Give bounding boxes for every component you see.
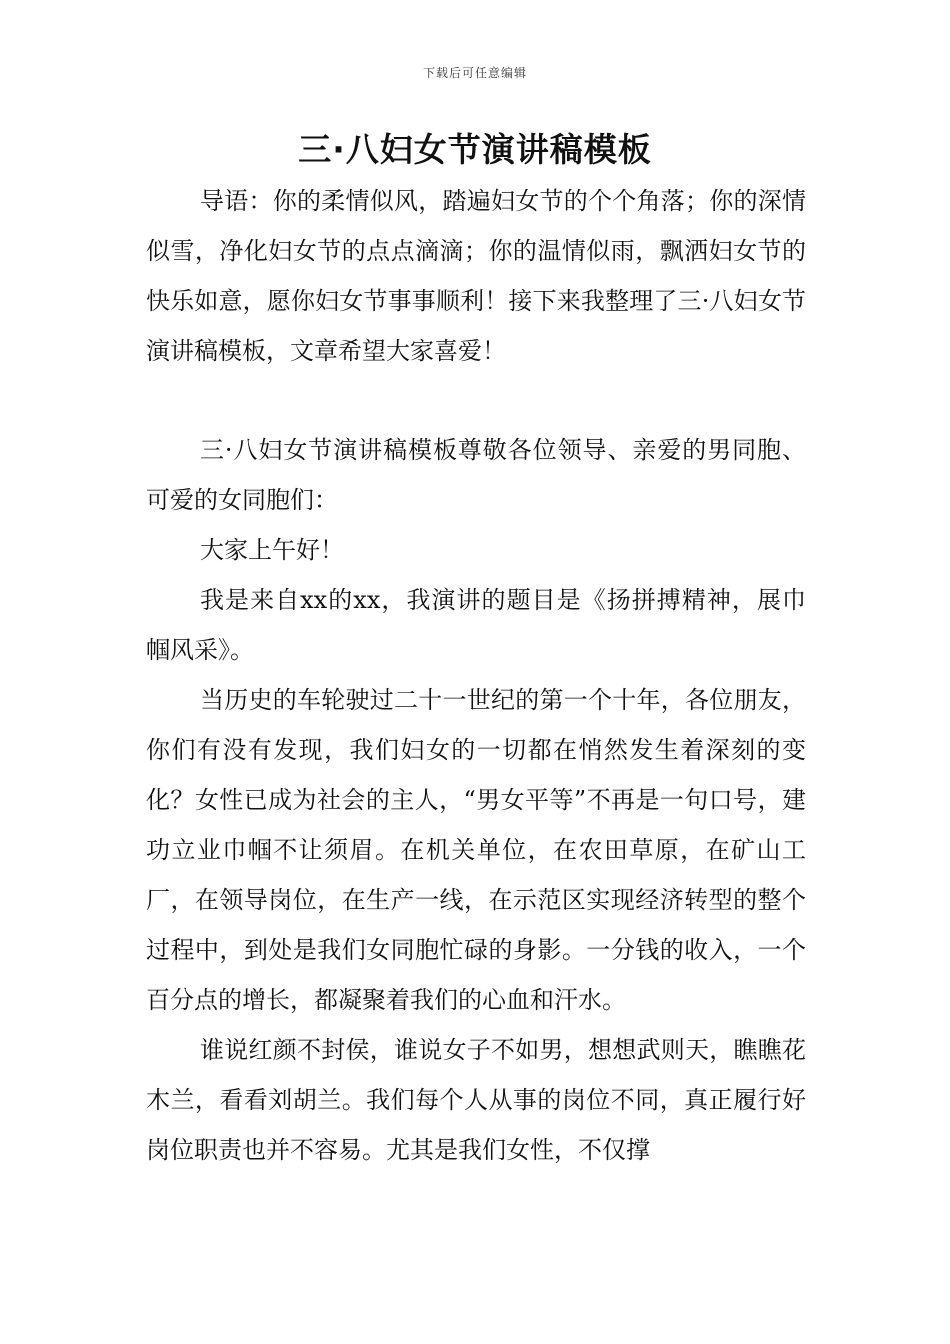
self-introduction-paragraph: 我是来自xx的xx，我演讲的题目是《扬拼搏精神，展巾帼风采》。 bbox=[146, 586, 806, 664]
intro-section bbox=[146, 176, 806, 376]
intro-paragraph: 导语：你的柔情似风，踏遍妇女节的个个角落；你的深情似雪，净化妇女节的点点滴滴；你的温情似雨，飘洒妇女节的快乐如意，愿你妇女节事事顺利！接下来我整理了三·八妇女节演讲稿模板，文章希望大家喜爱！ bbox=[146, 187, 806, 365]
salutation-paragraph: 大家上午好！ bbox=[200, 536, 344, 564]
body-paragraph: 谁说红颜不封侯，谁说女子不如男，想想武则天，瞧瞧花木兰，看看刘胡兰。我们每个人从事的岗位不同，真正履行好岗位职责也并不容易。尤其是我们女性，不仅撑 bbox=[146, 1036, 806, 1164]
speech-body bbox=[146, 425, 806, 1175]
page-header-note: 下载后可任意编辑 bbox=[422, 66, 527, 80]
document-title: 三·八妇女节演讲稿模板 bbox=[298, 130, 652, 169]
body-paragraph: 当历史的车轮驶过二十一世纪的第一个十年，各位朋友，你们有没有发现，我们妇女的一切都在悄然发生着深刻的变化？女性已成为社会的主人，“男女平等”不再是一句口号，建功立业巾帼不让须眉。在机关单位，在农田草原，在矿山工厂，在领导岗位，在生产一线，在示范区实现经济转型的整个过程中，到处是我们女同胞忙碌的身影。一分钱的收入，一个百分点的增长，都凝聚着我们的心血和汗水。 bbox=[146, 686, 806, 1014]
greeting-paragraph: 三·八妇女节演讲稿模板尊敬各位领导、亲爱的男同胞、可爱的女同胞们： bbox=[146, 436, 806, 514]
